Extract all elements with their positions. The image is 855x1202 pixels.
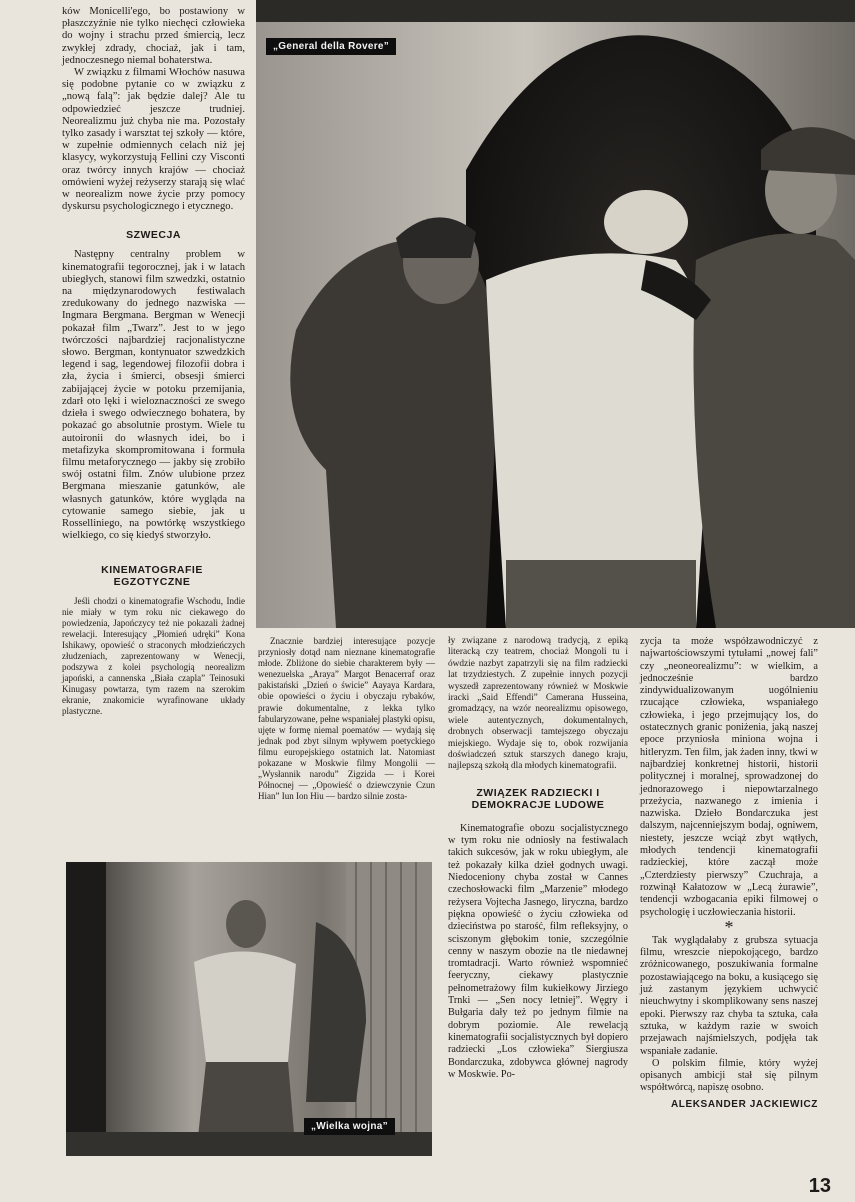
paragraph: Tak wyglądałaby z grubsza sytuacja filmu, wreszcie niepokojącego, bardzo zróżnicowanego, poszukiwania formalne pozostawiającego na boku, a kusiącego się już zastanym językiem uchwycić nieuchwytny i skomplikowany sens naszej epoki. Pierwszy raz chyba ta sztuka, cała sztuka, w każdym razie w swoich przejawach najśmielszych, podjęła tak wspaniałe zadanie. [640,934,818,1057]
page-number: 13 [808,1175,831,1197]
paragraph: ły związane z narodową tradycją, z epiką literacką czy teatrem, chociaż Mongoli tu i ówdzie nazbyt zapatrzyli się na film radziecki lat trzydziestych. Z zupełnie innych pozycji wyszedł zaprezentowany również w Moskwie iracki „Said Effendi” Camerana Husseina, gromadzący, na wzór neorealizmu opisowego, wiele autentycznych, dokumentalnych, drobnych obserwacji tamtejszego obyczaju miejskiego. Wydaje się to, obok rozwijania doświadczeń sztuk starszych danego kraju, najlepszą szkołą dla młodych kinematografii. [448,636,628,772]
column-1 [62,6,245,717]
photo-general-della-rovere [256,0,855,628]
section-separator: * [724,916,734,937]
column-4 [640,636,818,1111]
paragraph: Znacznie bardziej interesujące pozycje przyniosły dotąd nam nieznane kinematografie młode. Zbliżone do siebie charakterem były — wenezuelska „Araya” Margot Benacerraf oraz pakistański „Dzień o świcie” Aayaya Kardara, obie opowieści o życiu i obyczaju rybaków, prawie dokumentalne, z lekka tylko fabularyzowane, pełne wspaniałej plastyki opisu, ujęte w formę niemal poematów — wydają się jednak pod zbyt silnym wpływem poetyckiego filmu europejskiego ostatnich lat. Natomiast pokazane w Moskwie filmy Mongolii — „Wysłannik narodu” Zigzida — i Korei Północnej — „Opowieść o dziewczynie Czun Hian” Iun Ion Hiu — bardzo silnie zosta- [258,636,435,802]
paragraph: W związku z filmami Włochów nasuwa się podobne pytanie co w związku z „nową falą”: jak będzie dalej? Ale tu odpowiedzieć jeszcze trudniej. Neorealizmu już chyba nie ma. Pozostały tylko zasady i warsztat tej szkoły — które, w zupełnie odmiennych celach niż jej klasycy, wykorzystują Fellini czy Visconti oraz twórcy innych krajów — chociaż omówieni wyżej reżyserzy starają się wlać w neorealizm nowe życie przy pomocy dyskursu psychologicznego i etycznego. [62,67,245,213]
section-heading-szwecja: SZWECJA [126,229,181,242]
paragraph: Kinematografie obozu socjalistycznego w tym roku nie odniosły na festiwalach takich sukcesów, jak w roku ubiegłym, ale też pokazały kilka dzieł godnych uwagi. Niedoceniony chyba został w Cannes czechosłowacki film „Marzenie” młodego reżysera Vojtecha Jasnego, liryczna, bardzo piękna opowieść o życiu człowieka od dzieciństwa po starość, film refleksyjny, o sciszonym głębokim tonie, szczególnie cenny w naszym obozie na tle niedawnej tromtadracji. Warto również wspomnieć feeryczny, ciekawy plastycznie pełnometrażowy film kukiełkowy Jirziego Trnki — „Sen nocy letniej”. Węgry i Bułgaria dały też po jednym filmie na dobrym poziomie. Ale rewelacją kinematografii socjalistycznych był dopiero radziecki „Los człowieka” Siergiusza Bondarczuka, zdobywca głównej nagrody w Moskwie. Po- [448,822,628,1080]
photo-caption: „General della Rovere” [266,38,396,55]
paragraph: zycja ta może współzawodniczyć z najwartościowszymi tytułami „nowej fali” czy „neoneorealizmu”: w wielkim, a jednocześnie bardzo zindywidualizowanym uogólnieniu rzucające człowieka, wspaniałego człowieka, i jego przejmujący los, do ostatecznych granic poniżenia, jaką naszej epoce przyniosła miniona wojna i hitleryzm. Ten film, jak żaden inny, tkwi w najbardziej konkretnej historii, historii politycznej i moralnej, sprowadzonej do jednorazowego i niepowtarzalnego przeżycia, nazwanego z imienia i nazwiska. Dzieło Bondarczuka jest dalszym, najcenniejszym bodaj, ogniwem, niestety, jeszcze wciąż zbyt wątłych, młodych tendencji kinematografii radzieckiej, które zaczął może „Czterdziesty pierwszy” Czuchraja, a rozwinął Kałatozow w „Lecą żurawie”, tendencji wzbogacania epiki filmowej o psychologię i uczłowieczania historii. [640,636,818,918]
column-3 [448,636,628,1081]
section-heading-zwiazek-radziecki: ZWIĄZEK RADZIECKI I DEMOKRACJE LUDOWE [471,786,605,811]
paragraph: Następny centralny problem w kinematografii tegorocznej, jak i w latach ubiegłych, stanowi film szwedzki, ostatnio na międzynarodowych festiwalach zredukowany do jednego nazwiska — Ingmara Bergmana. Bergman w Wenecji pokazał film „Twarz”. Jest to w jego twórczości najbardziej racjonalistyczne słowo. Bergman, kontynuator szwedzkich legend i sag, legendowej filozofii dobra i zła, życia i śmierci, obsesji śmierci zabijającej życie w potoku przemijania, zdarł oto lęki i wieloznaczności ze swego dzieła i swego odwiecznego bohatera, by pokazać go absolutnie prostym. Wiele tu autoironii do własnych idei, bo i metafizyka skompromitowana i formuła filmu metaforycznego — jakby się zrobiło swój ostatni film. Znów ulubione przez Bergmana mieszanie gatunków, ale własnych gatunków, które wygląda na cytowanie samego siebie, jak u Rosselliniego, na powtórkę wszystkiego wielkiego, co się kiedyś stworzyło. [62,249,245,542]
paragraph: ków Monicelli'ego, bo postawiony w płaszczyźnie nie tylko niechęci człowieka do wojny i strachu przed śmiercią, lecz zwykłej zdrady, chociaż, jak i tam, jednoczesnego niemal bohaterstwa. [62,6,245,66]
author-name: ALEKSANDER JACKIEWICZ [670,1098,818,1110]
photo-scene [66,862,432,1156]
paragraph: O polskim filmie, który wyżej opisanych ambicji stał się pilnym współtwórcą, napiszę osobno. [640,1057,818,1094]
photo-caption: „Wielka wojna” [304,1118,395,1135]
photo-wielka-wojna [66,862,432,1156]
paragraph: Jeśli chodzi o kinematografie Wschodu, Indie nie miały w tym roku nic ciekawego do powiedzenia, Japończycy też nie pokazali żadnej rewelacji. Interesujący „Płomień udręki” Kona Ishikawy, opowieść o straconych młodzieńczych złudzeniach, zaprezentowany w Wenecji, podszywa z kolei psychologią neorealizm japoński, a cannenska „Biała czapla” Teinosuki Kinugasy powtarza, tym razem na szerokim ekranie, znakomicie wyrafinowane układy plastyczne. [62,596,245,717]
column-2 [258,636,435,802]
section-heading-kinematografie-egzotyczne: KINEMATOGRAFIE EGZOTYCZNE [101,564,203,589]
photo-scene [256,0,855,628]
